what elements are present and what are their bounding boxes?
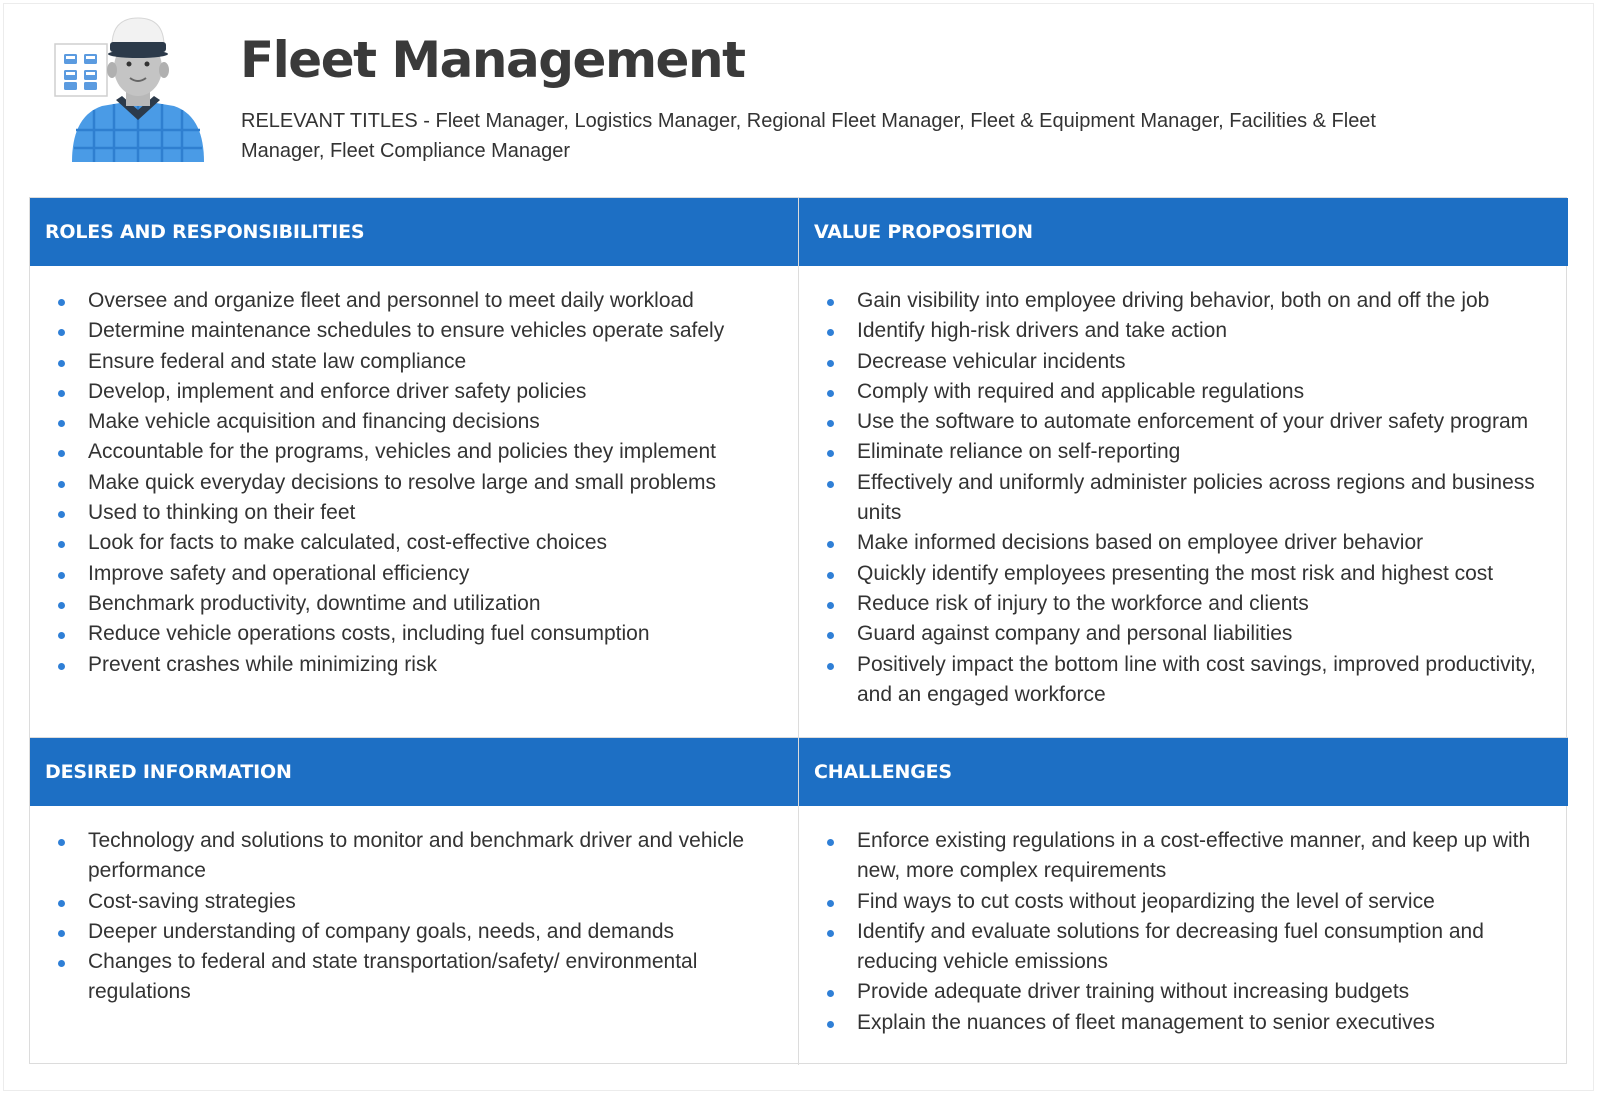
list-item: Provide adequate driver training without increasing budgets <box>857 977 1552 1007</box>
list-item: Eliminate reliance on self-reporting <box>857 437 1552 467</box>
list-item: Technology and solutions to monitor and benchmark driver and vehicle performance <box>88 826 782 887</box>
list-item: Deeper understanding of company goals, needs, and demands <box>88 917 782 947</box>
list-item: Make informed decisions based on employee driver behavior <box>857 528 1552 558</box>
desired-list <box>30 806 798 1008</box>
desired-section <box>30 738 799 1065</box>
list-item: Identify and evaluate solutions for decreasing fuel consumption and reducing vehicle emissions <box>857 917 1552 978</box>
value-list <box>799 266 1568 710</box>
value-section <box>799 198 1568 738</box>
list-item: Accountable for the programs, vehicles and policies they implement <box>88 437 782 467</box>
list-item: Decrease vehicular incidents <box>857 347 1552 377</box>
list-item: Look for facts to make calculated, cost-effective choices <box>88 528 782 558</box>
list-item: Identify high-risk drivers and take action <box>857 316 1552 346</box>
list-item: Oversee and organize fleet and personnel to meet daily workload <box>88 286 782 316</box>
list-item: Guard against company and personal liabilities <box>857 619 1552 649</box>
list-item: Use the software to automate enforcement of your driver safety program <box>857 407 1552 437</box>
persona-grid <box>29 197 1567 1064</box>
roles-section-title: ROLES AND RESPONSIBILITIES <box>30 198 798 266</box>
list-item: Enforce existing regulations in a cost-effective manner, and keep up with new, more complex requirements <box>857 826 1552 887</box>
relevant-titles: RELEVANT TITLES - Fleet Manager, Logistics Manager, Regional Fleet Manager, Fleet & Equipment Manager, Facilities & Fleet Manager, Fleet Compliance Manager <box>241 110 1376 162</box>
challenges-section-title: CHALLENGES <box>799 738 1568 806</box>
list-item: Improve safety and operational efficiency <box>88 559 782 589</box>
list-item: Effectively and uniformly administer policies across regions and business units <box>857 468 1552 529</box>
list-item: Explain the nuances of fleet management to senior executives <box>857 1008 1552 1038</box>
list-item: Quickly identify employees presenting the most risk and highest cost <box>857 559 1552 589</box>
list-item: Comply with required and applicable regulations <box>857 377 1552 407</box>
page-title: Fleet Management <box>240 31 745 89</box>
page-header <box>0 0 1600 190</box>
roles-section <box>30 198 799 738</box>
list-item: Ensure federal and state law compliance <box>88 347 782 377</box>
list-item: Cost-saving strategies <box>88 887 782 917</box>
list-item: Reduce vehicle operations costs, including fuel consumption <box>88 619 782 649</box>
list-item: Determine maintenance schedules to ensure vehicles operate safely <box>88 316 782 346</box>
value-section-title: VALUE PROPOSITION <box>799 198 1568 266</box>
list-item: Reduce risk of injury to the workforce and clients <box>857 589 1552 619</box>
list-item: Prevent crashes while minimizing risk <box>88 650 782 680</box>
list-item: Make vehicle acquisition and financing decisions <box>88 407 782 437</box>
roles-list <box>30 266 798 680</box>
list-item: Changes to federal and state transportation/safety/ environmental regulations <box>88 947 782 1008</box>
list-item: Make quick everyday decisions to resolve large and small problems <box>88 468 782 498</box>
fleet-manager-avatar-icon <box>54 12 210 170</box>
challenges-list <box>799 806 1568 1038</box>
list-item: Develop, implement and enforce driver safety policies <box>88 377 782 407</box>
list-item: Find ways to cut costs without jeopardizing the level of service <box>857 887 1552 917</box>
desired-section-title: DESIRED INFORMATION <box>30 738 798 806</box>
challenges-section <box>799 738 1568 1065</box>
list-item: Used to thinking on their feet <box>88 498 782 528</box>
list-item: Positively impact the bottom line with cost savings, improved productivity, and an engaged workforce <box>857 650 1552 711</box>
list-item: Benchmark productivity, downtime and utilization <box>88 589 782 619</box>
list-item: Gain visibility into employee driving behavior, both on and off the job <box>857 286 1552 316</box>
